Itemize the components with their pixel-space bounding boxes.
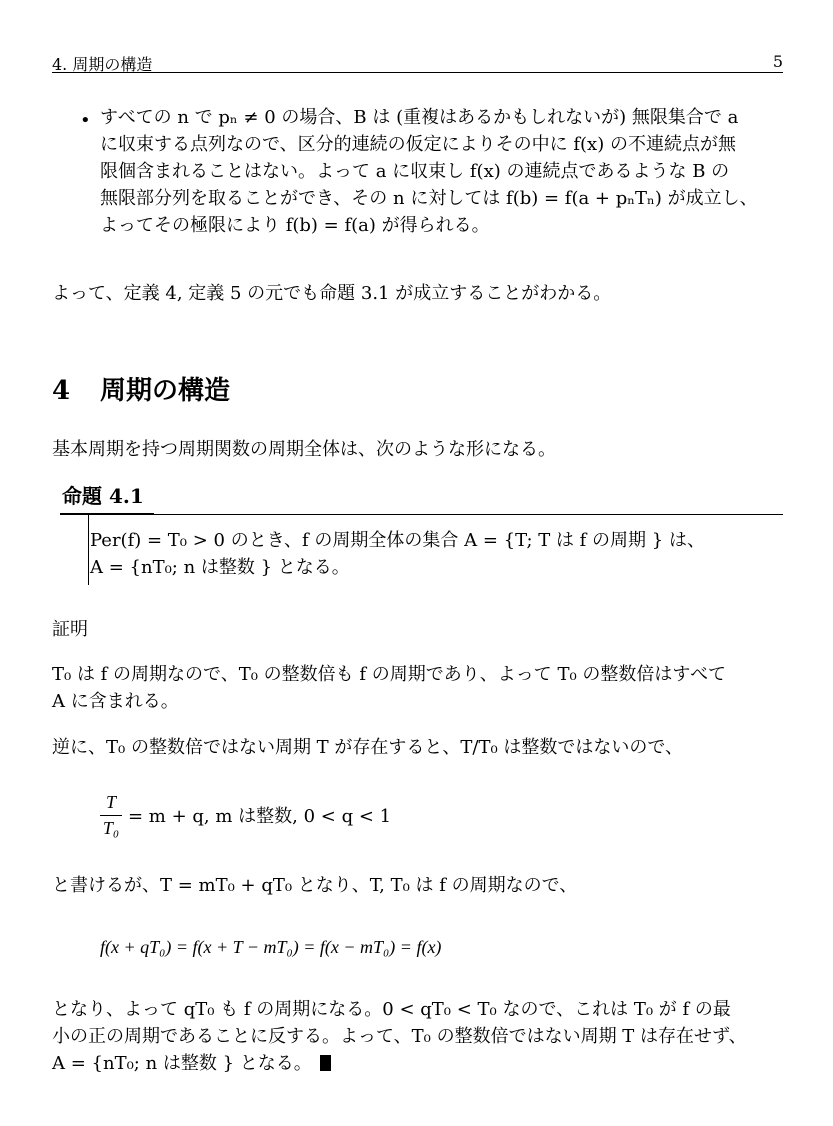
bullet-marker: • bbox=[80, 110, 91, 131]
section-number: 4 bbox=[52, 376, 71, 406]
section-heading bbox=[52, 370, 230, 407]
display-equation: f(x + qT₀) = f(x + T − mT₀) = f(x − mT₀) = f(x) bbox=[100, 937, 442, 957]
qed-square-icon bbox=[320, 1055, 331, 1071]
bullet-line: よってその極限により f(b) = f(a) が得られる。 bbox=[100, 215, 490, 236]
header-section-title: 4. 周期の構造 bbox=[52, 55, 153, 74]
proof-last-line bbox=[52, 1050, 331, 1077]
page-number: 5 bbox=[772, 52, 783, 71]
section-intro: 基本周期を持つ周期関数の周期全体は、次のような形になる。 bbox=[52, 439, 556, 460]
proof-label: 証明 bbox=[52, 619, 88, 640]
bullet-line: に収束する点列なので、区分的連続の仮定によりその中に f(x) の不連続点が無 bbox=[100, 134, 736, 155]
fraction-bar bbox=[100, 815, 122, 816]
proposition-heading: 命題 4.1 bbox=[60, 480, 154, 515]
proposition-line: A = {nT₀; n は整数 } となる。 bbox=[90, 557, 350, 578]
proof-line: となり、よって qT₀ も f の周期になる。0 < qT₀ < T₀ なので、これは T₀ が f の最 bbox=[52, 999, 731, 1020]
conclusion-paragraph: よって、定義 4, 定義 5 の元でも命題 3.1 が成立することがわかる。 bbox=[52, 283, 612, 304]
proof-paragraph: 逆に、T₀ の整数倍ではない周期 T が存在すると、T/T₀ は整数ではないので、 bbox=[52, 737, 684, 758]
fraction-numerator: T bbox=[105, 792, 116, 812]
running-header bbox=[52, 52, 783, 73]
equation-rest: = m + q, m は整数, 0 < q < 1 bbox=[128, 806, 392, 827]
proof-line: A = {nT₀; n は整数 } となる。 bbox=[52, 1053, 312, 1074]
proof-line: A に含まれる。 bbox=[52, 691, 179, 712]
proof-paragraph: と書けるが、T = mT₀ + qT₀ となり、T, T₀ は f の周期なので、 bbox=[52, 875, 578, 896]
section-title: 周期の構造 bbox=[100, 376, 231, 406]
bullet-line: 限個含まれることはない。よって a に収束し f(x) の連続点であるような B の bbox=[100, 161, 730, 182]
fraction bbox=[100, 792, 122, 839]
bullet-line: 無限部分列を取ることができ、その n に対しては f(b) = f(a + pₙTₙ) が成立し、 bbox=[100, 188, 758, 209]
fraction-denominator: T₀ bbox=[102, 818, 120, 838]
proof-line: T₀ は f の周期なので、T₀ の整数倍も f の周期であり、よって T₀ の整数倍はすべて bbox=[52, 664, 727, 685]
proof-line: 小の正の周期であることに反する。よって、T₀ の整数倍ではない周期 T は存在せず、 bbox=[52, 1026, 747, 1047]
bullet-line: すべての n で pₙ ≠ 0 の場合、B は (重複はあるかもしれないが) 無限集合で a bbox=[100, 107, 739, 128]
proposition-line: Per(f) = T₀ > 0 のとき、f の周期全体の集合 A = {T; T は f の周期 } は、 bbox=[90, 530, 705, 551]
